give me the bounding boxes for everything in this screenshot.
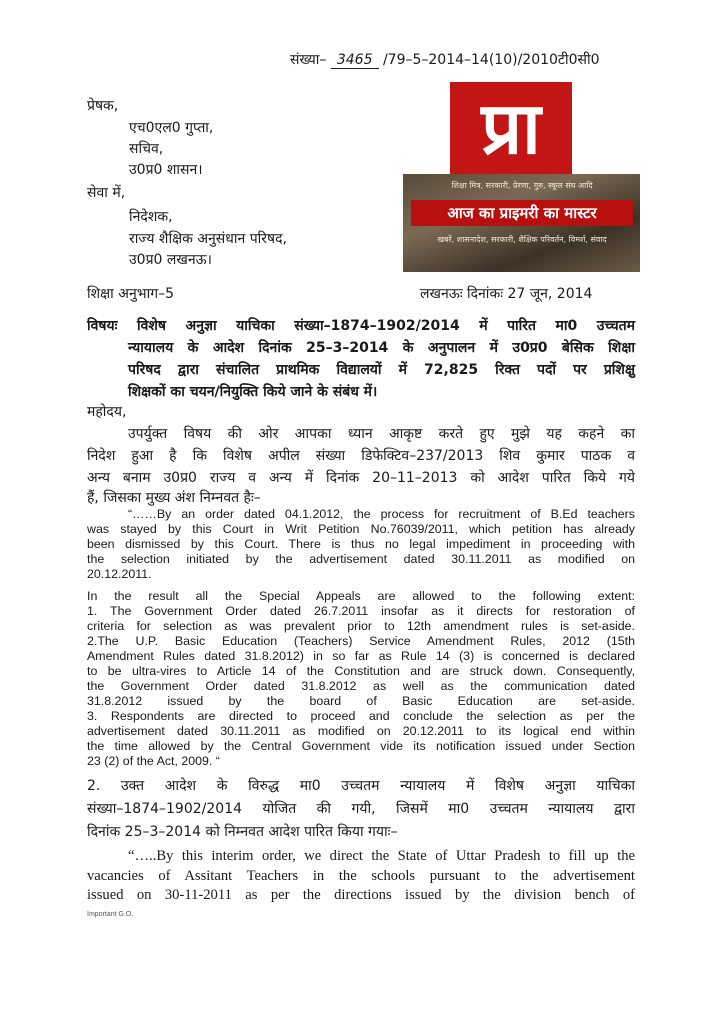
blog-logo (403, 82, 640, 272)
logo-title: आज का प्राइमरी का मास्टर (411, 200, 633, 226)
date-label: लखनऊः दिनांकः (420, 286, 504, 302)
section-name: शिक्षा अनुभाग–5 (87, 286, 174, 302)
para1-line-3: अन्य बनाम उ0प्र0 राज्य व अन्य में दिनांक 20–11–2013 को आदेश पारित किये गये (87, 470, 635, 486)
logo-tagline-top: शिक्षा मित्र, सरकारी, प्रेरणा, गुरु, स्कूल संघ आदि (451, 181, 593, 190)
quote1-line: was stayed by this Court in Writ Petition No.76039/2011, which petition has already (87, 522, 635, 536)
logo-top (403, 82, 640, 174)
recipient-org: राज्य शैक्षिक अनुसंधान परिषद, (129, 231, 287, 247)
logo-mark: प्रा (450, 82, 572, 174)
quote1-line: 23 (2) of the Act, 2009. “ (87, 754, 220, 768)
logo-banner (403, 174, 640, 272)
quote2-line-2: vacancies of Assitant Teachers in the schools pursuant to the advertisement (87, 868, 635, 884)
subject-line-4: शिक्षकों का चयन/नियुक्ति किये जाने के संबंध में। (128, 384, 378, 400)
subject-line-1: विषयः विशेष अनुज्ञा याचिका संख्या–1874–1902/2014 में पारित मा0 उच्चतम (87, 318, 635, 334)
quote1-line: 2.The U.P. Basic Education (Teachers) Service Amendment Rules, 2012 (15th (87, 634, 635, 648)
quote1-line: criteria for selection as was prevalent prior to 12th amendment rules is set-aside. (87, 619, 635, 633)
sender-designation: सचिव, (129, 141, 164, 157)
logo-tagline-bottom: खबरें, शासनादेश, सरकारी, शैक्षिक परिवर्तन, विमर्श, संवाद (437, 235, 607, 244)
reference-number: 3465 (331, 52, 379, 69)
quote1-line: the time allowed by the Central Government vide its notification issued under Section (87, 739, 635, 753)
quote1-line: 3. Respondents are directed to proceed and conclude the selection as per the (87, 709, 635, 723)
para1-line-2: निदेश हुआ है कि विशेष अपील संख्या डिफेक्टिव–237/2013 शिव कुमार पाठक व (87, 448, 635, 464)
quote1-line: “……By an order dated 04.1.2012, the process for recruitment of B.Ed teachers (128, 507, 635, 521)
quote1-line: 31.8.2012 issued by the board of Basic Education are set-aside. (87, 694, 635, 708)
recipient-city: उ0प्र0 लखनऊ। (129, 252, 212, 268)
salutation: महोदय, (87, 404, 127, 420)
letter-date (420, 284, 592, 305)
sender-name: एच0एल0 गुप्ता, (129, 120, 214, 136)
date-value: 27 जून, 2014 (507, 286, 593, 302)
reference-line (290, 50, 600, 71)
quote1-line: to be ultra-vires to Article 14 of the Constitution and are struck down. Consequently, (87, 664, 635, 678)
subject-line-2: न्यायालय के आदेश दिनांक 25–3–2014 के अनुपालन में उ0प्र0 बेसिक शिक्षा (128, 340, 635, 356)
sender-office: उ0प्र0 शासन। (129, 162, 203, 178)
recipient-title: निदेशक, (129, 209, 173, 225)
para1-line-4: हैं, जिसका मुख्य अंश निम्नवत हैः– (87, 490, 261, 506)
para1-line-1: उपर्युक्त विषय की ओर आपका ध्यान आकृष्ट करते हुए मुझे यह कहने का (128, 426, 635, 442)
quote1-line: the Government Order dated 31.8.2012 as well as the communication dated (87, 679, 635, 693)
quote1-line: the selection initiated by the advertisement dated 30.11.2011 as modified on (87, 552, 635, 566)
quote1-line: In the result all the Special Appeals are allowed to the following extent: (87, 589, 635, 603)
reference-rest: /79–5–2014–14(10)/2010टी0सी0 (382, 52, 600, 68)
para2-line-1: 2. उक्त आदेश के विरुद्ध मा0 उच्चतम न्यायालय में विशेष अनुज्ञा याचिका (87, 778, 635, 794)
quote1-line: been dismissed by this Court. There is thus no legal impediment in proceeding with (87, 537, 635, 551)
para2-line-2: संख्या–1874–1902/2014 योजित की गयी, जिसमें मा0 उच्चतम न्यायालय द्वारा (87, 801, 635, 817)
quote1-line: advertisement dated 30.11.2011 as modified on 20.12.2011 to its logical end within (87, 724, 635, 738)
footer-note: Important G.O. (87, 911, 134, 918)
reference-label: संख्या– (290, 52, 327, 68)
quote1-line: 1. The Government Order dated 26.7.2011 insofar as it directs for restoration of (87, 604, 635, 618)
quote1-line: 20.12.2011. (87, 567, 152, 581)
para2-line-3: दिनांक 25–3–2014 को निम्नवत आदेश पारित किया गयाः– (87, 824, 398, 840)
quote2-line-1: “…..By this interim order, we direct the State of Uttar Pradesh to fill up the (128, 848, 635, 864)
subject-line-3: परिषद द्वारा संचालित प्राथमिक विद्यालयों में 72,825 रिक्त पदों पर प्रशिक्षु (128, 362, 635, 378)
quote1-line: Amendment Rules dated 31.8.2012) in so far as Rule 14 (3) is concerned is declared (87, 649, 635, 663)
sender-label: प्रेषक, (87, 98, 119, 114)
quote2-line-3: issued on 30-11-2011 as per the directions issued by the division bench of (87, 887, 635, 903)
recipient-label: सेवा में, (87, 185, 126, 201)
